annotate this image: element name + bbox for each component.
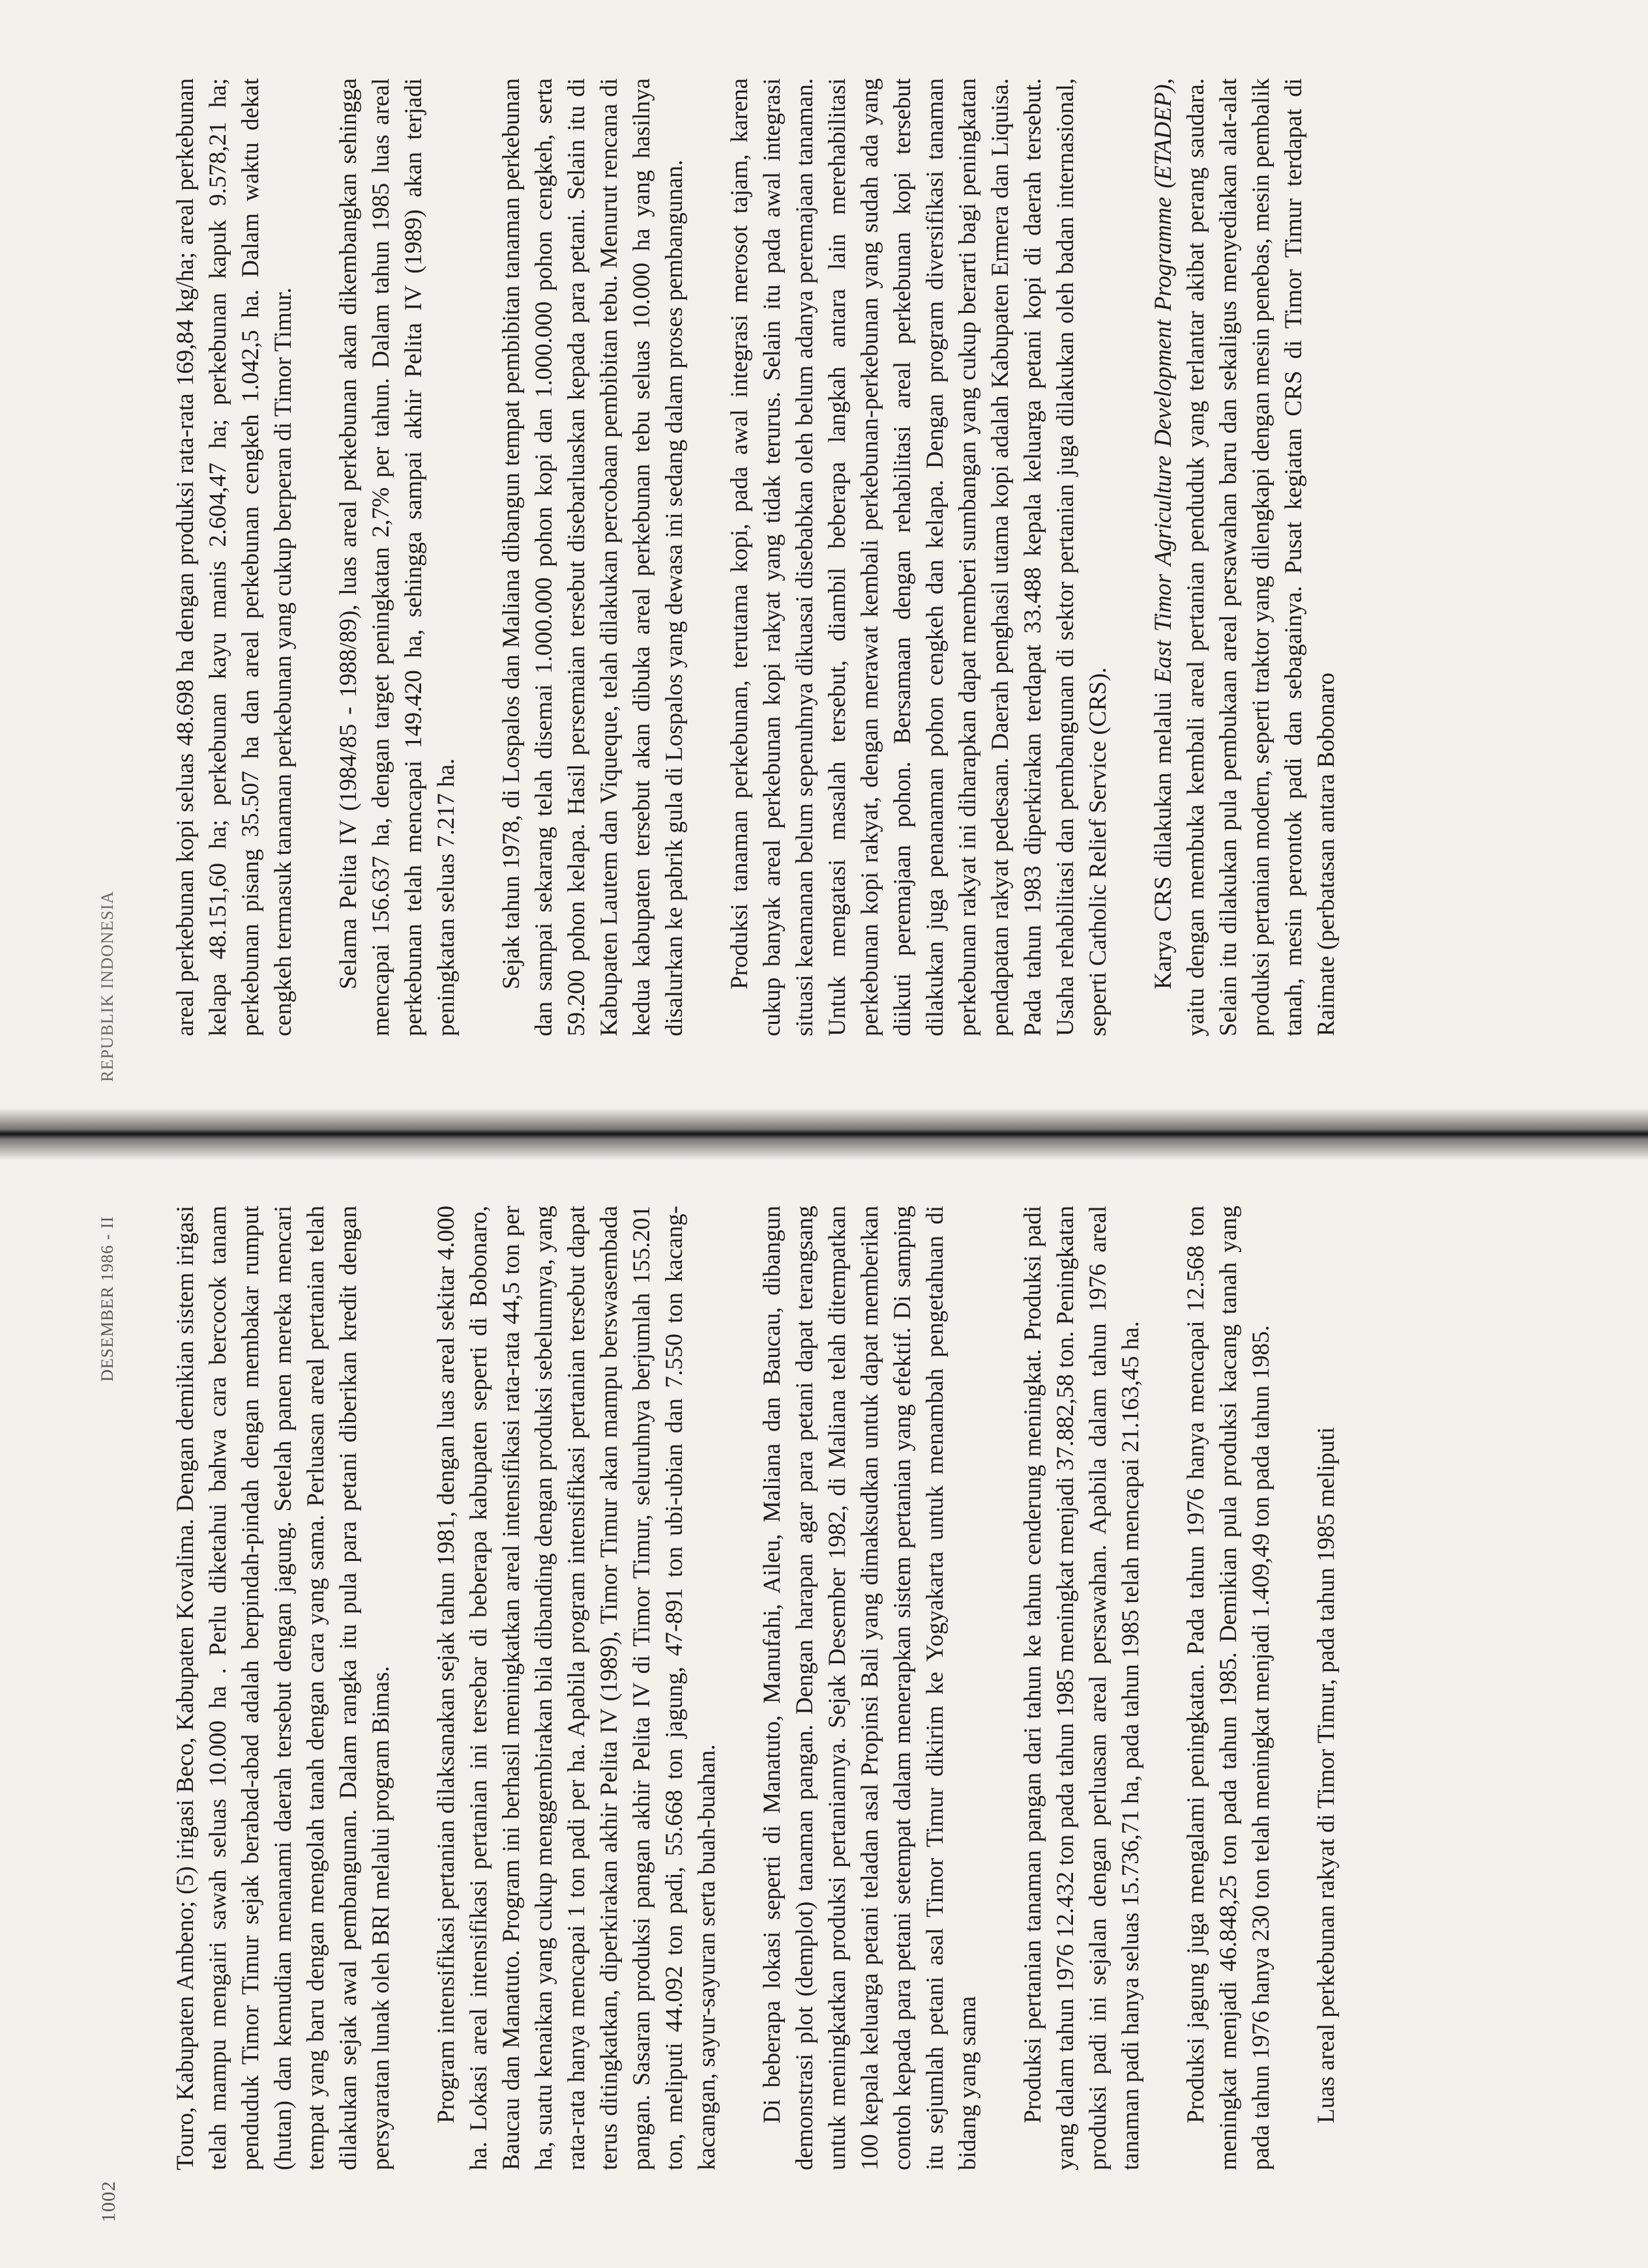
paragraph: Program intensifikasi pertanian dilaksanakan sejak tahun 1981, dengan luas areal sekitar 4.000 ha. Lokasi areal intensifikasi pertanian ini tersebar di beberapa kabupaten seperti di Bobonaro, Baucau dan Manatuto. Program ini berhasil meningkatkan areal intensifikasi rata-rata 44,5 ton per ha, suatu kenaikan yang cukup menggembirakan bila dibanding dengan produksi sebelumnya, yang rata-rata hanya mencapai 1 ton padi per ha. Apabila program intensifikasi pertanian tersebut dapat terus ditingkatkan, diperkirakan akhir Pelita IV (1989), Timor Timur akan mampu berswasembada pangan. Sasaran produksi pangan akhir Pelita IV di Timor Timur, seluruhnya berjumlah 155.201 ton, meliputi 44.092 ton padi, 55.668 ton jagung, 47-891 ton ubi-ubian dan 7.550 ton kacang-kacangan, sayur-sayuran serta buah-buahan. [433, 1206, 720, 2170]
paragraph-rest: , yaitu dengan membuka kembali areal pertanian penduduk yang terlantar akibat perang saudara. Selain itu dilakukan pula pembukaan areal persawahan baru dan sekaligus menyediakan alat-alat produksi pertanian modern, seperti traktor yang dilengkapi dengan mesin penebas, mesin pembalik tanah, mesin perontok padi dan sebagainya. Pusat kegiatan CRS di Timor Timur terdapat di Raimate (perbatasan antara Bobonaro [1150, 78, 1340, 1036]
paragraph: Produksi jagung juga mengalami peningkatan. Pada tahun 1976 hanya mencapai 12.568 ton meningkat menjadi 46.848,25 ton pada tahun 1985. Demikian pula produksi kacang tanah yang pada tahun 1976 hanya 230 ton telah meningkat menjadi 1.409,49 ton pada tahun 1985. [1183, 1206, 1274, 2170]
paragraph: Di beberapa lokasi seperti di Manatuto, Manufahi, Aileu, Maliana dan Baucau, dibangun demonstrasi plot (demplot) tanaman pangan. Dengan harapan agar para petani dapat terangsang untuk meningkatkan produksi pertaniannya. Sejak Desember 1982, di Maliana telah ditempatkan 100 kepala keluarga petani teladan asal Propinsi Bali yang dimaksudkan untuk dapat memberikan contoh kepada para petani setempat dalam menerapkan sistem pertanian yang efektif. Di samping itu sejumlah petani asal Timor Timur dikirim ke Yogyakarta untuk menambah pengetahuan di bidang yang sama [759, 1206, 981, 2170]
page-number: 1002 [98, 2181, 119, 2222]
running-header-right: REPUBLIK INDONESIA [98, 890, 117, 1082]
paragraph: Produksi tanaman perkebunan, terutama kopi, pada awal integrasi merosot tajam, karena cukup banyak areal perkebunan kopi rakyat yang tidak terurus. Selain itu pada awal integrasi situasi keamanan belum sepenuhnya dikuasai disebabkan oleh belum adanya peremajaan tanaman. Untuk mengatasi masalah tersebut, diambil beberapa langkah antara lain merehabilitasi perkebunan kopi rakyat, dengan merawat kembali perkebunan-perkebunan yang sudah ada yang diikuti peremajaan pohon. Bersamaan dengan rehabilitasi areal perkebunan kopi tersebut dilakukan juga penanaman pohon cengkeh dan kelapa. Dengan program diversifikasi tanaman perkebunan rakyat ini diharapkan dapat memberi sumbangan yang cukup berarti bagi peningkatan pendapatan rakyat pedesaan. Daerah penghasil utama kopi adalah Kabupaten Ermera dan Liquisa. Pada tahun 1983 diperkirakan terdapat 33.488 kepala keluarga petani kopi di daerah tersebut. Usaha rehabilitasi dan pembangunan di sektor pertanian juga dilakukan oleh badan internasional, seperti Catholic Relief Service (CRS). [726, 78, 1111, 1036]
left-page [0, 1134, 1648, 2268]
paragraph: Luas areal perkebunan rakyat di Timor Timur, pada tahun 1985 meliputi [1313, 1427, 1340, 2123]
paragraph: Sejak tahun 1978, di Lospalos dan Maliana dibangun tempat pembibitan tanaman perkebunan dan sampai sekarang telah disemai 1.000.000 pohon kopi dan 1.000.000 pohon cengkeh, serta 59.200 pohon kelapa. Hasil persemaian tersebut disebarluaskan kepada para petani. Selain itu di Kabupaten Lautem dan Viqueque, telah dilakukan percobaan pembibitan tebu. Menurut rencana di kedua kabupaten tersebut akan dibuka areal perkebunan tebu seluas 10.000 ha yang hasilnya disalurkan ke pabrik gula di Lospalos yang dewasa ini sedang dalam proses pembangunan. [498, 78, 688, 1036]
paragraph: Produksi pertanian tanaman pangan dari tahun ke tahun cenderung meningkat. Produksi padi yang dalam tahun 1976 12.432 ton pada tahun 1985 meningkat menjadi 37.882,58 ton. Peningkatan produksi padi ini sejalan dengan perluasan areal persawahan. Apabila dalam tahun 1976 areal tanaman padi hanya seluas 15.736,71 ha, pada tahun 1985 telah mencapai 21.163,45 ha. [1020, 1206, 1144, 2170]
programme-name: East Timor Agriculture Development Programme (ETADEP) [1150, 84, 1177, 684]
paragraph: Touro, Kabupaten Ambeno; (5) irigasi Beco, Kabupaten Kovalima. Dengan demikian sistem irigasi telah mampu mengairi sawah seluas 10.000 ha . Perlu diketahui bahwa cara bercocok tanam penduduk Timor Timur sejak berabad-abad adalah berpindah-pindah dengan membakar rumput (hutan) dan kemudian menanami daerah tersebut dengan jagung. Setelah panen mereka mencari tempat yang baru dengan mengolah tanah dengan cara yang sama. Perluasan areal pertanian telah dilakukan sejak awal pembangunan. Dalam rangka itu pula para petani diberikan kredit dengan persyaratan lunak oleh BRI melalui program Bimas. [172, 1206, 394, 2170]
running-header-left: DESEMBER 1986 - II [98, 1215, 117, 1382]
paragraph [1147, 78, 1343, 1036]
paragraph-lead: Karya CRS dilakukan melalui [1150, 691, 1177, 989]
paragraph: Selama Pelita IV (1984/85 - 1988/89), luas areal perkebunan akan dikembangkan sehingga mencapai 156.637 ha, dengan target peningkatan 2,7% per tahun. Dalam tahun 1985 luas areal perkebunan telah mencapai 149.420 ha, sehingga sampai akhir Pelita IV (1989) akan terjadi peningkatan seluas 7.217 ha. [335, 78, 460, 1036]
left-page-body [169, 1206, 1376, 2170]
right-page-body [169, 78, 1376, 1036]
paragraph: areal perkebunan kopi seluas 48.698 ha dengan produksi rata-rata 169,84 kg/ha; areal perkebunan kelapa 48.151,60 ha; perkebunan kayu manis 2.604,47 ha; perkebunan kapuk 9.578,21 ha; perkebunan pisang 35.507 ha dan areal perkebunan cengkeh 1.042,5 ha. Dalam waktu dekat cengkeh termasuk tanaman perkebunan yang cukup berperan di Timor Timur. [172, 78, 297, 1036]
